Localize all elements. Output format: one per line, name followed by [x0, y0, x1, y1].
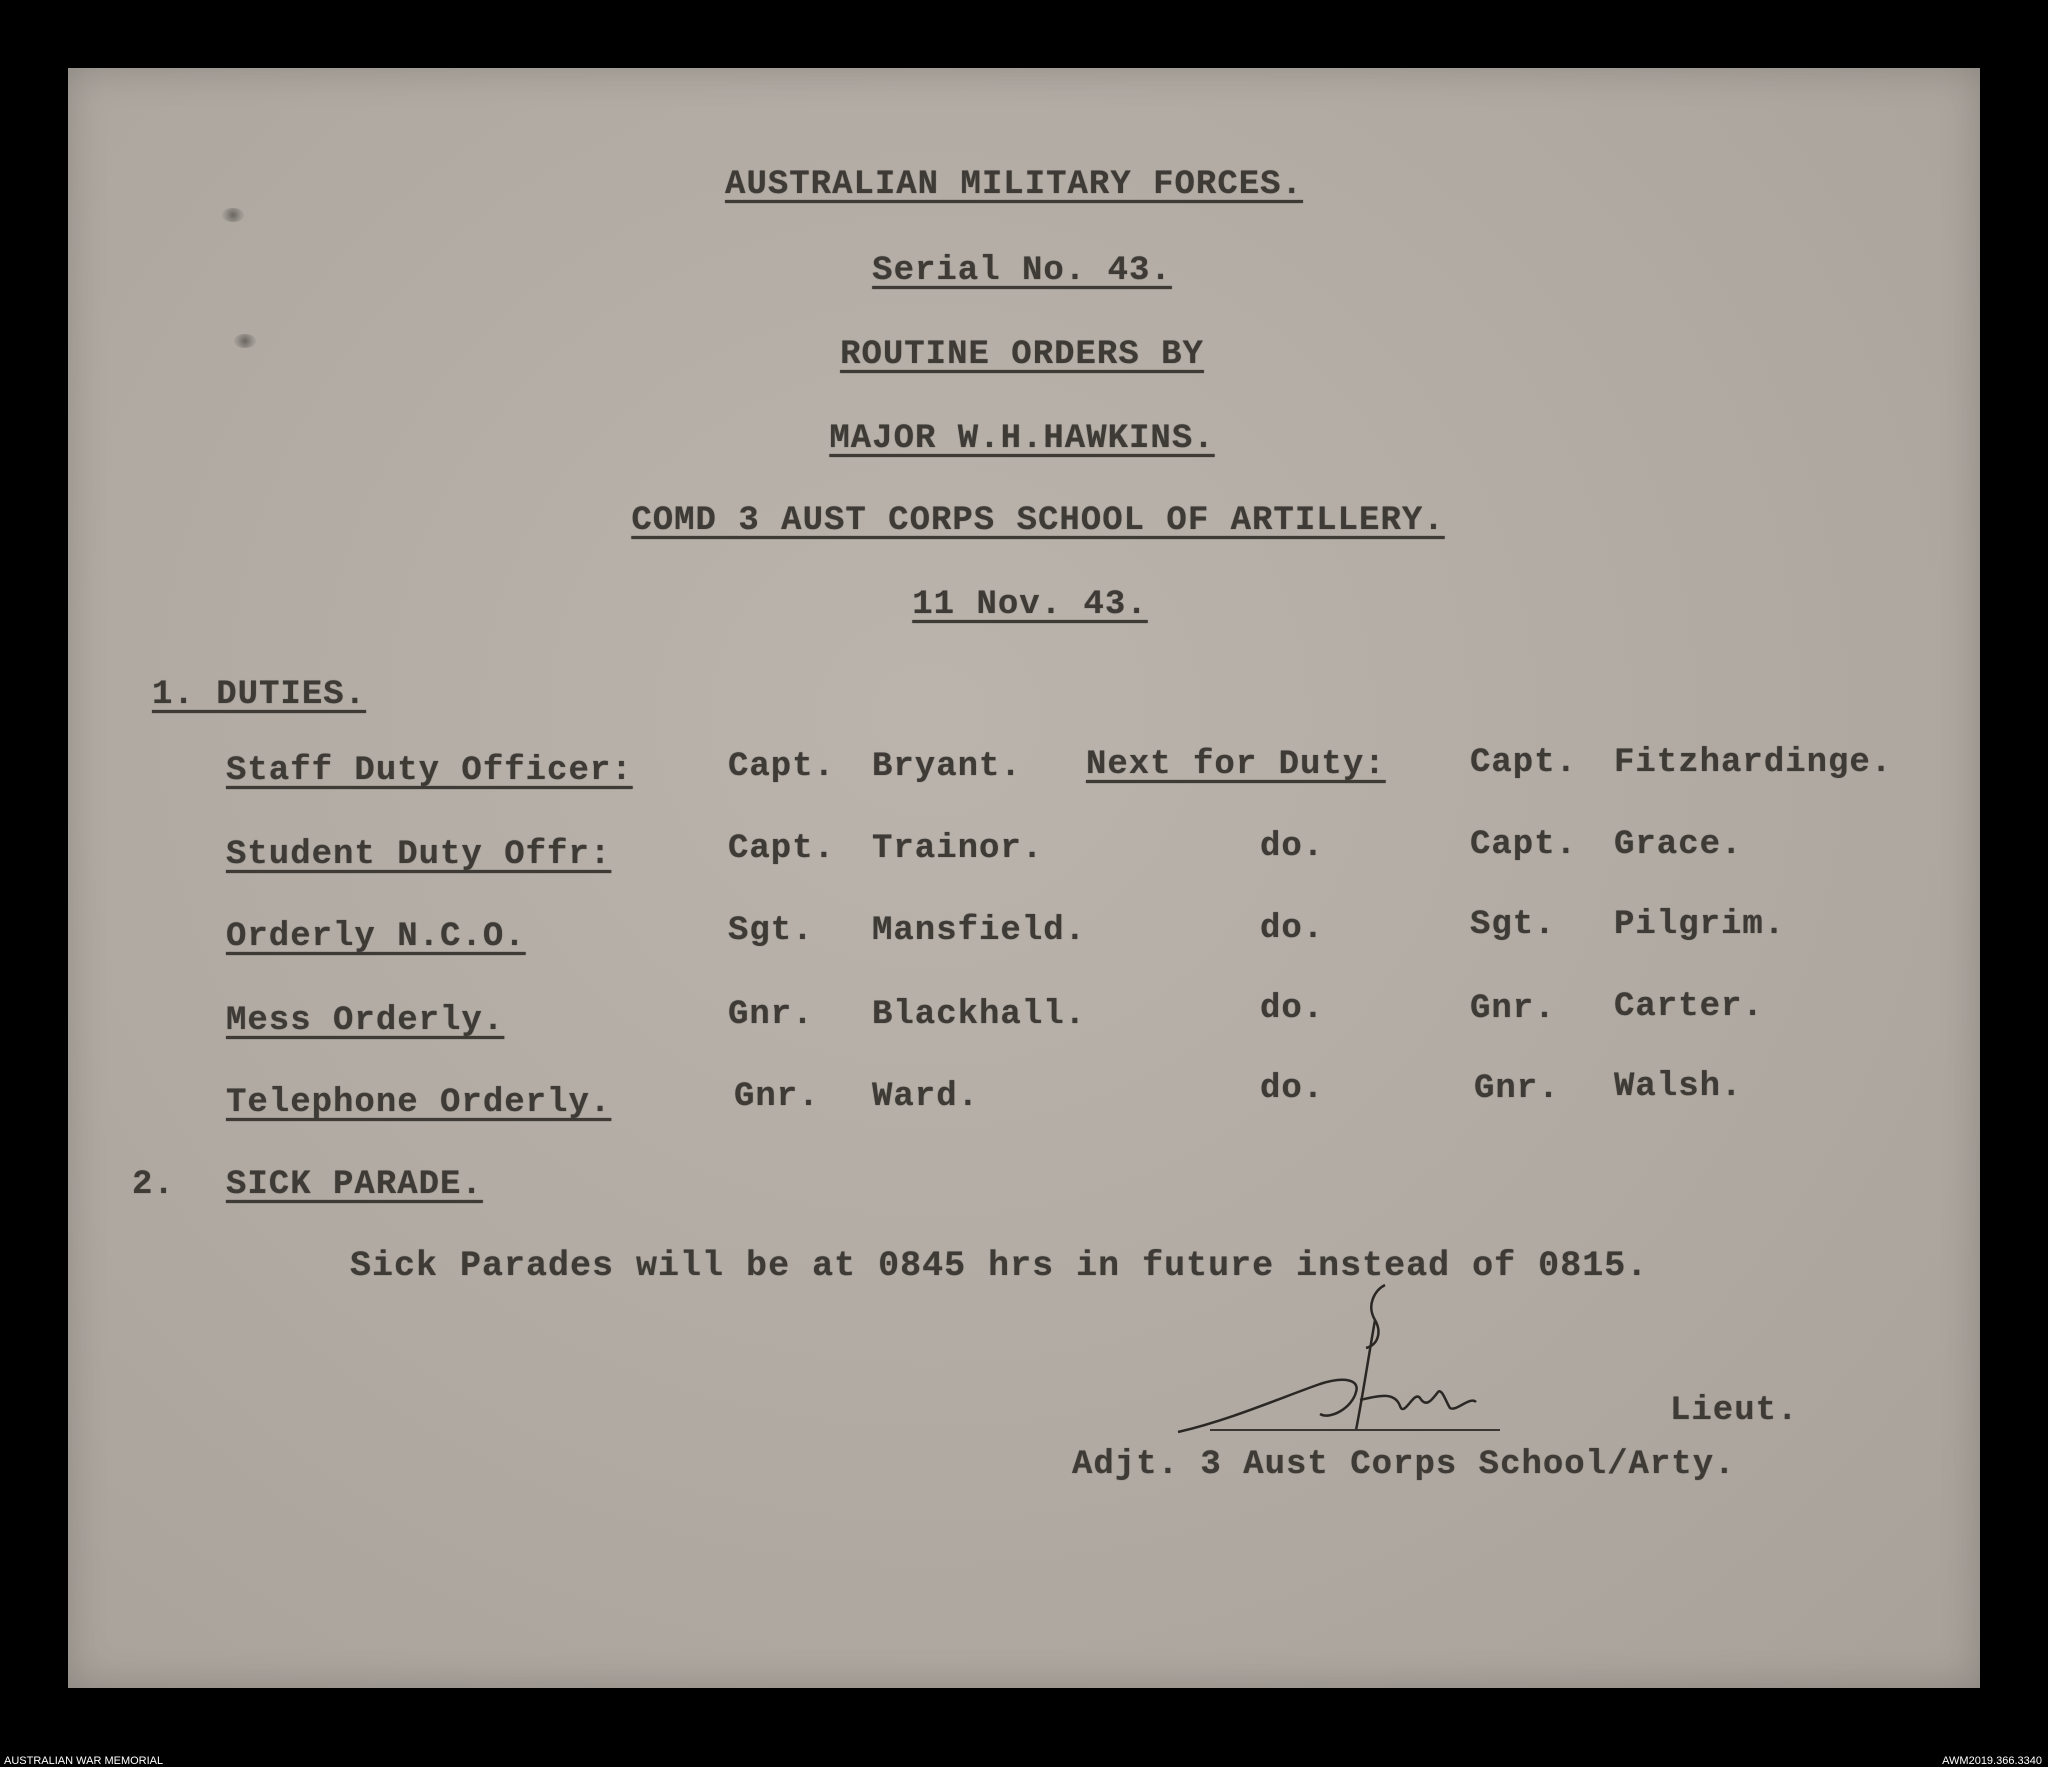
- next-for-duty-label: Next for Duty:: [1086, 746, 1386, 784]
- duty-label: Telephone Orderly.: [226, 1084, 612, 1122]
- duty-name: Mansfield.: [872, 912, 1087, 950]
- header-comd: COMD 3 AUST CORPS SCHOOL OF ARTILLERY.: [631, 502, 1445, 540]
- section2-heading: SICK PARADE.: [226, 1166, 483, 1204]
- footer-right: AWM2019.366.3340: [1942, 1755, 2042, 1767]
- punch-hole-bottom: [234, 334, 256, 348]
- punch-hole-top: [222, 208, 244, 222]
- handwritten-signature: [1170, 1280, 1510, 1460]
- next-name: Pilgrim.: [1614, 906, 1786, 944]
- next-rank: Capt.: [1470, 744, 1578, 782]
- ditto-mark: do.: [1260, 910, 1325, 948]
- header-serial: Serial No. 43.: [872, 252, 1172, 290]
- signature-rank: Lieut.: [1670, 1392, 1799, 1430]
- next-name: Grace.: [1614, 826, 1743, 864]
- duty-rank: Gnr.: [728, 996, 814, 1034]
- duty-name: Trainor.: [872, 830, 1044, 868]
- next-name: Fitzhardinge.: [1614, 744, 1893, 782]
- next-rank: Sgt.: [1470, 906, 1556, 944]
- next-name: Carter.: [1614, 988, 1764, 1026]
- ditto-mark: do.: [1260, 1070, 1325, 1108]
- duty-rank: Capt.: [728, 748, 836, 786]
- next-name: Walsh.: [1614, 1068, 1743, 1106]
- duty-label: Staff Duty Officer:: [226, 752, 633, 790]
- footer-left: AUSTRALIAN WAR MEMORIAL: [4, 1755, 164, 1767]
- section1-heading: 1. DUTIES.: [152, 676, 367, 714]
- duty-rank: Gnr.: [734, 1078, 820, 1116]
- ditto-mark: do.: [1260, 828, 1325, 866]
- next-rank: Gnr.: [1474, 1070, 1560, 1108]
- next-rank: Capt.: [1470, 826, 1578, 864]
- duty-rank: Capt.: [728, 830, 836, 868]
- ditto-mark: do.: [1260, 990, 1325, 1028]
- duty-label: Orderly N.C.O.: [226, 918, 526, 956]
- sick-parade-text: Sick Parades will be at 0845 hrs in future instead of 0815.: [350, 1246, 1649, 1286]
- next-rank: Gnr.: [1470, 990, 1556, 1028]
- signature-title: Adjt. 3 Aust Corps School/Arty.: [1072, 1446, 1736, 1484]
- duty-label: Student Duty Offr:: [226, 836, 612, 874]
- section2-number: 2.: [132, 1166, 175, 1204]
- document-page: [68, 68, 1980, 1688]
- duty-rank: Sgt.: [728, 912, 814, 950]
- header-major: MAJOR W.H.HAWKINS.: [829, 420, 1215, 458]
- duty-name: Ward.: [872, 1078, 980, 1116]
- duty-name: Bryant.: [872, 748, 1022, 786]
- header-routine-orders: ROUTINE ORDERS BY: [840, 336, 1204, 374]
- duty-label: Mess Orderly.: [226, 1002, 505, 1040]
- duty-name: Blackhall.: [872, 996, 1087, 1034]
- header-date: 11 Nov. 43.: [912, 586, 1148, 624]
- header-forces: AUSTRALIAN MILITARY FORCES.: [725, 166, 1303, 204]
